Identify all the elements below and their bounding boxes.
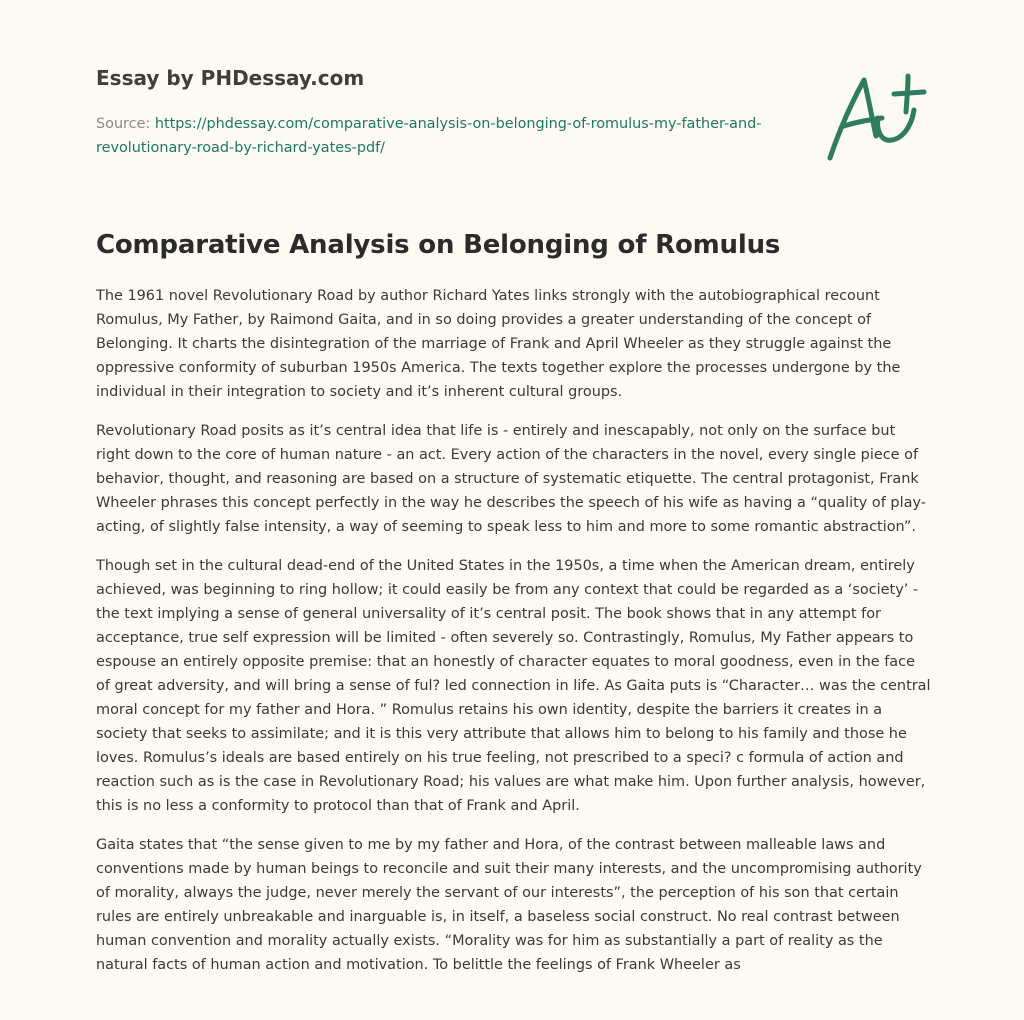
paragraph: Though set in the cultural dead-end of the United States in the 1950s, a time when the American dream, entirely achieved, was beginning to ring hollow; it could easily be from any context that could be regarded as a ‘society’ - the text implying a sense of general universality of it’s central posit. The book shows that in any attempt for acceptance, true self expression will be limited - often severely so. Contrastingly, Romulus, My Father appears to espouse an entirely opposite premise: that an honestly of character equates to moral goodness, even in the face of great adversity, and will bring a sense of ful? led connection in life. As Gaita puts is “Character… was the central moral concept for my father and Hora. ” Romulus retains his own identity, despite the barriers it creates in a society that seeks to assimilate; and it is this very attribute that allows him to belong to his family and those he loves. Romulus’s ideals are based entirely on his true feeling, not prescribed to a speci? c formula of action and reaction such as is the case in Revolutionary Road; his values are what make him. Upon further analysis, however, this is no less a conformity to protocol than that of Frank and April. bbox=[96, 558, 931, 814]
source-link[interactable]: https://phdessay.com/comparative-analysis-on-belonging-of-romulus-my-father-and-revolutionary-road-by-richard-yates-pdf/ bbox=[96, 116, 762, 156]
source-label: Source: bbox=[96, 116, 151, 132]
paragraph: Revolutionary Road posits as it’s central idea that life is - entirely and inescapably, not only on the surface but right down to the core of human nature - an act. Every action of the characters in the novel, every single piece of behavior, thought, and reasoning are based on a structure of systematic etiquette. The central protagonist, Frank Wheeler phrases this concept perfectly in the way he describes the speech of his wife as having a “quality of play-acting, of slightly false intensity, a way of seeming to speak less to him and more to some romantic abstraction”. bbox=[96, 423, 926, 535]
source-line bbox=[96, 112, 776, 160]
site-title: Essay by PHDessay.com bbox=[96, 66, 365, 90]
article-title: Comparative Analysis on Belonging of Romulus bbox=[96, 230, 781, 260]
paragraph: Gaita states that “the sense given to me by my father and Hora, of the contrast between malleable laws and conventions made by human beings to reconcile and suit their many interests, and the uncompromising authority of morality, always the judge, never merely the servant of our interests”, the perception of his son that certain rules are entirely unbreakable and inarguable is, in itself, a baseless social construct. No real contrast between human convention and morality actually exists. “Morality was for him as substantially a part of reality as the natural facts of human action and motivation. To belittle the feelings of Frank Wheeler as bbox=[96, 837, 922, 973]
site-header bbox=[96, 64, 796, 160]
paragraph: The 1961 novel Revolutionary Road by author Richard Yates links strongly with the autobiographical recount Romulus, My Father, by Raimond Gaita, and in so doing provides a greater understanding of the concept of Belonging. It charts the disintegration of the marriage of Frank and April Wheeler as they struggle against the oppressive conformity of suburban 1950s America. The texts together explore the processes undergone by the individual in their integration to society and it’s inherent cultural groups. bbox=[96, 288, 901, 400]
a-plus-grade-icon bbox=[822, 66, 932, 166]
article-body bbox=[96, 284, 932, 992]
